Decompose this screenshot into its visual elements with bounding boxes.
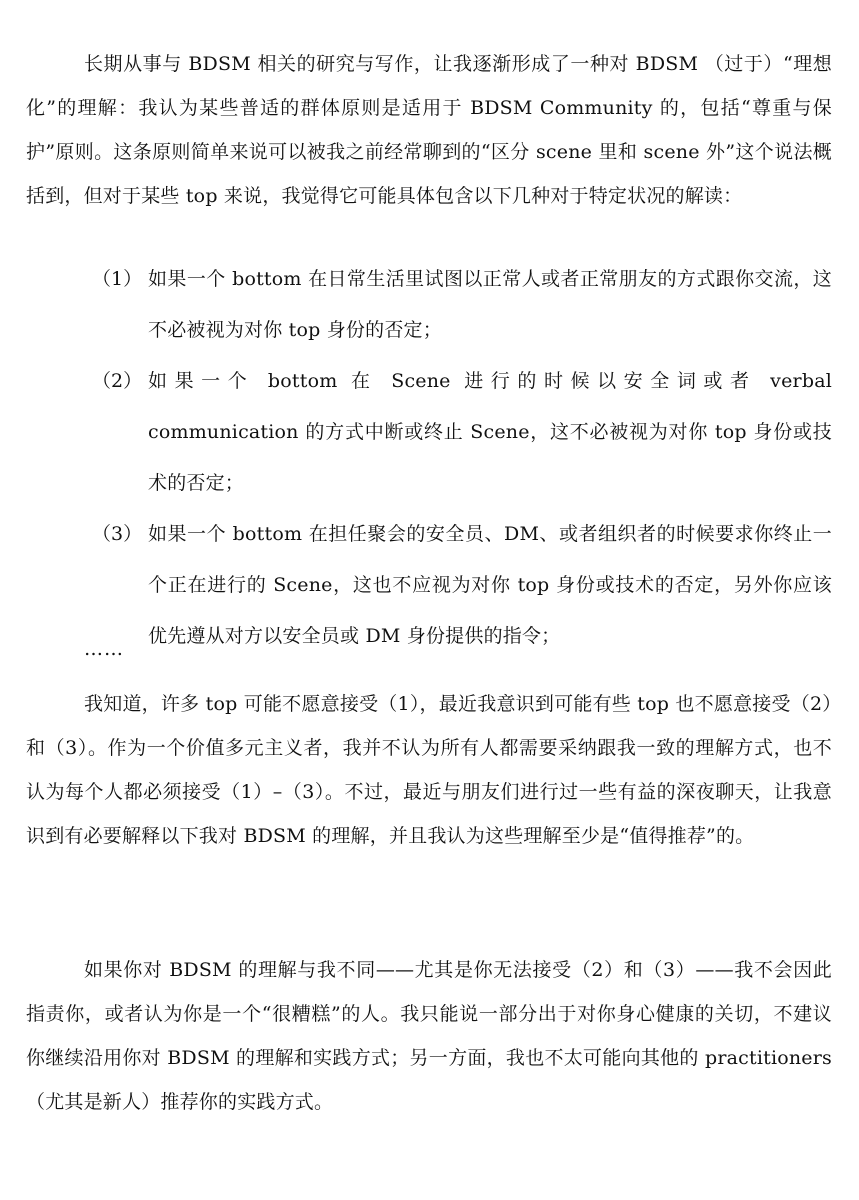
interpretation-list [92, 254, 832, 662]
list-item [92, 254, 832, 356]
list-item-text: 如果一个 bottom 在 Scene 进行的时候以安全词或者 verbal communication 的方式中断或终止 Scene，这不必被视为对你 top 身份或技术的否定； [148, 370, 832, 494]
ellipsis: …… [84, 638, 124, 660]
list-marker: （1） [92, 268, 143, 290]
list-marker: （3） [92, 523, 143, 545]
list-item-text: 如果一个 bottom 在担任聚会的安全员、DM、或者组织者的时候要求你终止一个正在进行的 Scene，这也不应视为对你 top 身份或技术的否定，另外你应该优先遵从对方以安全员或 DM 身份提供的指令； [148, 523, 832, 647]
third-paragraph: 如果你对 BDSM 的理解与我不同——尤其是你无法接受（2）和（3）——我不会因此指责你，或者认为你是一个“很糟糕”的人。我只能说一部分出于对你身心健康的关切，不建议你继续沿用你对 BDSM 的理解和实践方式；另一方面，我也不太可能向其他的 practitioners（尤其是新人）推荐你的实践方式。 [26, 959, 832, 1113]
list-marker: （2） [92, 370, 143, 392]
list-item [92, 509, 832, 662]
second-paragraph: 我知道，许多 top 可能不愿意接受（1），最近我意识到可能有些 top 也不愿意接受（2）和（3）。作为一个价值多元主义者，我并不认为所有人都需要采纳跟我一致的理解方式，也不认为每个人都必须接受（1）–（3）。不过，最近与朋友们进行过一些有益的深夜聊天，让我意识到有必要解释以下我对 BDSM 的理解，并且我认为这些理解至少是“值得推荐”的。 [26, 693, 832, 847]
list-item-text: 如果一个 bottom 在日常生活里试图以正常人或者正常朋友的方式跟你交流，这不必被视为对你 top 身份的否定； [148, 268, 832, 341]
list-item [92, 356, 832, 509]
intro-paragraph: 长期从事与 BDSM 相关的研究与写作，让我逐渐形成了一种对 BDSM （过于）“理想化”的理解：我认为某些普适的群体原则是适用于 BDSM Community 的，包括“尊重与保护”原则。这条原则简单来说可以被我之前经常聊到的“区分 scene 里和 scene 外”这个说法概括到，但对于某些 top 来说，我觉得它可能具体包含以下几种对于特定状况的解读： [26, 53, 832, 207]
